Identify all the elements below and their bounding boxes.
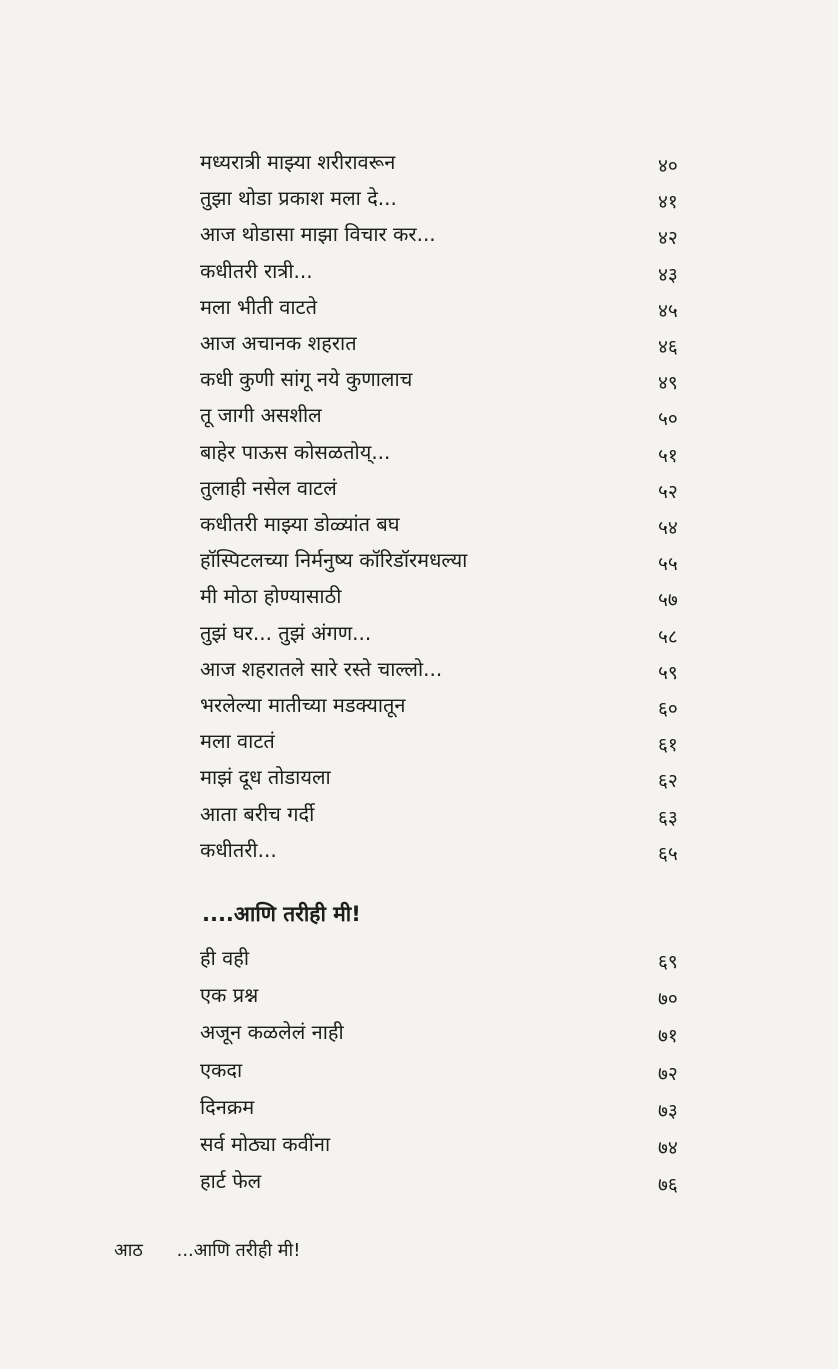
toc-entry-title: आज शहरातले सारे रस्ते चाल्लो... — [200, 656, 443, 681]
toc-entry-page-number: ४१ — [658, 191, 678, 214]
toc-entry-title: कधी कुणी सांगू नये कुणालाच — [200, 367, 413, 392]
toc-entry-page-number: ४९ — [658, 372, 678, 395]
running-title: ...आणि तरीही मी! — [176, 1240, 301, 1261]
toc-entry — [200, 397, 700, 433]
toc-entry — [200, 1163, 700, 1199]
toc-entry-page-number: ५४ — [658, 517, 678, 539]
toc-entry — [200, 470, 700, 506]
toc-entry-title: सर्व मोठ्या कवींना — [200, 1132, 331, 1156]
toc-entry — [200, 651, 700, 687]
toc-entry — [200, 542, 700, 578]
toc-entry — [200, 940, 700, 976]
toc-entry-page-number: ६१ — [658, 734, 678, 757]
toc-entry-page-number: ७६ — [658, 1174, 678, 1197]
toc-entry — [200, 289, 700, 325]
toc-entry-title: ही वही — [200, 946, 250, 970]
toc-entry — [200, 977, 700, 1013]
section-heading: ....आणि तरीही मी! — [202, 902, 361, 926]
toc-entry-title: मध्यरात्री माझ्या शरीरावरून — [200, 150, 396, 174]
toc-entry-page-number: ६९ — [658, 951, 678, 973]
toc-entry-page-number: ५९ — [658, 661, 678, 684]
toc-entry-title: आता बरीच गर्दी — [200, 801, 315, 826]
toc-entry — [200, 1089, 700, 1125]
toc-entry-page-number: ५५ — [658, 553, 678, 576]
toc-entry-title: तू जागी असशील — [200, 403, 322, 428]
toc-entry-title: एक प्रश्न — [200, 983, 259, 1008]
page-footer — [114, 1236, 300, 1266]
toc-entry — [200, 1014, 700, 1050]
toc-entry-page-number: ६५ — [658, 842, 678, 865]
toc-entry — [200, 615, 700, 651]
toc-entry — [200, 434, 700, 470]
toc-entry — [200, 361, 700, 397]
toc-entry — [200, 796, 700, 832]
toc-entry-page-number: ५७ — [658, 589, 678, 612]
toc-entry — [200, 325, 700, 361]
toc-entry — [200, 144, 700, 180]
toc-entry-title: मी मोठा होण्यासाठी — [200, 584, 342, 609]
toc-entry — [200, 1052, 700, 1088]
toc-entry-page-number: ५२ — [658, 480, 678, 503]
toc-entry-title: एकदा — [200, 1057, 243, 1082]
toc-entry-page-number: ४२ — [658, 227, 678, 250]
toc-entry-page-number: ६३ — [658, 806, 678, 829]
page-number-label: आठ — [114, 1240, 143, 1261]
toc-entry-title: आज अचानक शहरात — [200, 331, 357, 355]
toc-entry-title: बाहेर पाऊस कोसळतोय्... — [200, 439, 391, 464]
toc-entry-page-number: ६० — [658, 698, 678, 720]
toc-entry-title: माझं दूध तोडायला — [200, 765, 331, 790]
toc-entry — [200, 180, 700, 216]
toc-entry-page-number: ७२ — [658, 1062, 678, 1085]
toc-entry-title: तुझा थोडा प्रकाश मला दे... — [200, 186, 397, 211]
toc-entry-title: तुझं घर... तुझं अंगण... — [200, 620, 372, 645]
toc-entry-title: कधीतरी... — [200, 837, 277, 862]
toc-entry-page-number: ४५ — [658, 299, 678, 322]
toc-entry-title: कधीतरी रात्री... — [200, 258, 313, 283]
toc-entry-page-number: ७४ — [658, 1137, 678, 1159]
toc-entry-title: आज थोडासा माझा विचार कर... — [200, 222, 436, 247]
toc-entry-page-number: ४० — [658, 155, 678, 177]
toc-entry — [200, 759, 700, 795]
toc-entry-title: हॉस्पिटलच्या निर्मनुष्य कॉरिडॉरमधल्या — [200, 548, 468, 573]
toc-entry-title: हार्ट फेल — [200, 1169, 262, 1194]
toc-entry-page-number: ६२ — [658, 770, 678, 793]
toc-entry — [200, 1126, 700, 1162]
toc-entry — [200, 253, 700, 289]
toc-entry-title: मला भीती वाटते — [200, 294, 318, 319]
toc-entry — [200, 578, 700, 614]
toc-entry-title: भरलेल्या मातीच्या मडक्यातून — [200, 693, 406, 717]
toc-entry-title: तुलाही नसेल वाटलं — [200, 475, 337, 500]
toc-entry-page-number: ७३ — [658, 1099, 678, 1122]
toc-entry — [200, 216, 700, 252]
toc-entry — [200, 832, 700, 868]
toc-entry-title: कधीतरी माझ्या डोळ्यांत बघ — [200, 512, 400, 536]
toc-entry — [200, 723, 700, 759]
toc-entry-title: अजून कळलेलं नाही — [200, 1020, 344, 1045]
toc-entry-page-number: ४३ — [658, 263, 678, 286]
toc-entry-page-number: ५१ — [658, 444, 678, 467]
toc-entry-page-number: ७१ — [658, 1025, 678, 1048]
toc-entry-page-number: ५८ — [658, 625, 678, 648]
toc-entry-page-number: ७० — [658, 988, 678, 1011]
toc-entry-title: मला वाटतं — [200, 729, 275, 754]
toc-entry-page-number: ४६ — [658, 336, 678, 358]
toc-entry — [200, 687, 700, 723]
toc-entry-title: दिनक्रम — [200, 1094, 255, 1119]
toc-entry-page-number: ५० — [658, 408, 678, 431]
toc-entry — [200, 506, 700, 542]
